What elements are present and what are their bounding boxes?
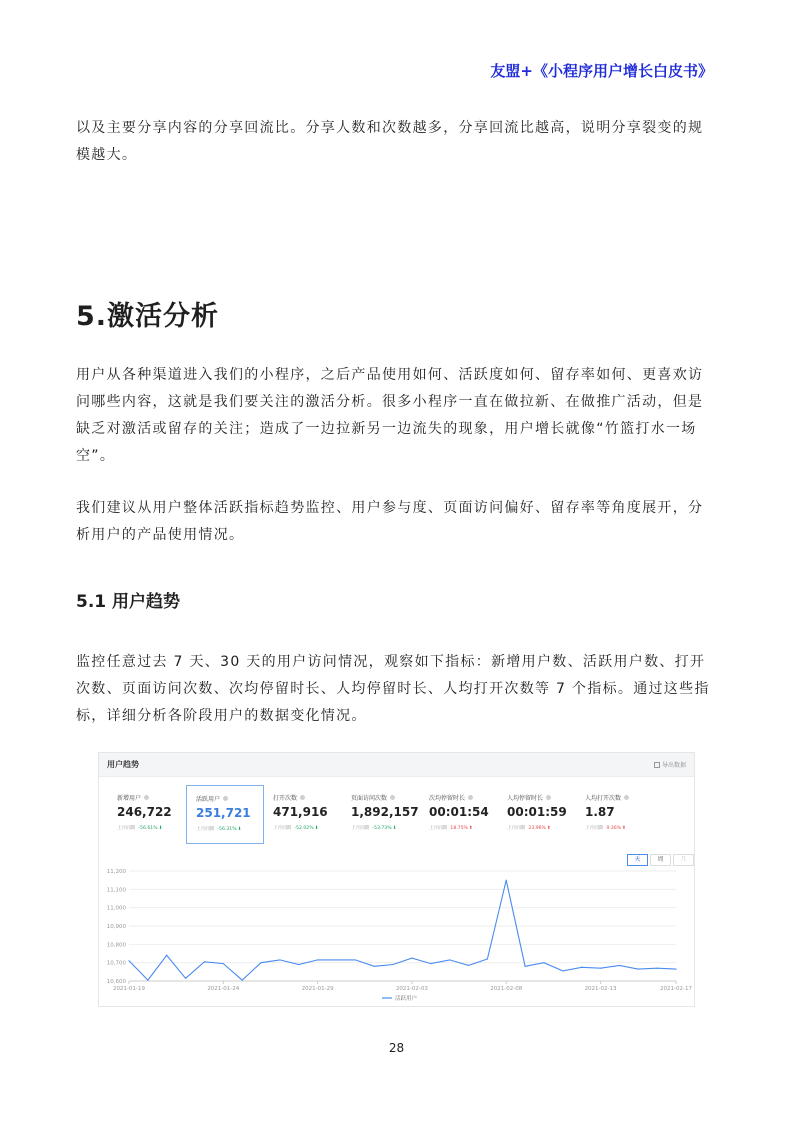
data-point xyxy=(392,964,393,965)
metric-change: -53.73% xyxy=(372,826,392,831)
data-point xyxy=(581,967,582,968)
toggle-day[interactable]: 天 xyxy=(627,854,648,866)
data-point xyxy=(430,963,431,964)
x-tick-label: 2021-02-08 xyxy=(490,986,523,992)
section-5-paragraph-2: 我们建议从用户整体活跃指标趋势监控、用户参与度、页面访问偏好、留存率等角度展开，分析用户的产品使用情况。 xyxy=(76,500,704,543)
metric-change: 18.75% xyxy=(450,826,468,831)
export-data-label: 导出数据 xyxy=(661,762,686,769)
document-header-title: 友盟+《小程序用户增长白皮书》 xyxy=(490,62,713,80)
arrow-up-icon: ⬆ xyxy=(546,826,551,831)
x-tick-label: 2021-01-29 xyxy=(301,986,334,992)
metric-value: 00:01:54 xyxy=(429,805,489,819)
y-tick-label: 10,900 xyxy=(106,924,126,930)
data-point xyxy=(128,960,129,961)
legend-label: 活跃用户 xyxy=(395,996,418,1002)
metric-change: 23.96% xyxy=(528,826,546,831)
metric-change: -56.61% xyxy=(138,826,158,831)
metric-label-text: 新增用户 xyxy=(117,795,142,802)
y-tick-label: 10,800 xyxy=(106,942,126,949)
data-point xyxy=(223,963,224,964)
data-point xyxy=(638,968,639,969)
arrow-down-icon: ⬇ xyxy=(314,826,319,831)
x-tick-label: 2021-01-24 xyxy=(207,986,240,992)
data-point xyxy=(449,959,450,960)
metric-value: 1,892,157 xyxy=(351,805,419,819)
data-point xyxy=(543,962,544,963)
arrow-down-icon: ⬇ xyxy=(392,826,397,831)
data-point xyxy=(317,959,318,960)
x-tick-label: 2021-02-17 xyxy=(660,986,692,992)
data-point xyxy=(336,959,337,960)
metric-compare-label: 上月同期 xyxy=(429,826,448,831)
intro-paragraph: 以及主要分享内容的分享回流比。分享人数和次数越多，分享回流比越高，说明分享裂变的规模越大。 xyxy=(76,120,704,163)
data-point xyxy=(411,957,412,958)
metric-compare-label: 上月同期 xyxy=(351,826,370,831)
section-5-1-paragraph: 监控任意过去 7 天、30 天的用户访问情况，观察如下指标：新增用户数、活跃用户数、打开次数、页面访问次数、次均停留时长、人均停留时长、人均打开次数等 7 个指标。通过这些指标，详细分析各阶段用户的数据变化情况。 xyxy=(76,654,710,724)
section-5-heading: 5.激活分析 xyxy=(76,301,220,332)
data-point xyxy=(298,964,299,965)
y-tick-label: 11,000 xyxy=(106,905,126,912)
arrow-up-icon: ⬆ xyxy=(468,826,473,831)
page-number: 28 xyxy=(388,1041,405,1055)
active-users-line-chart xyxy=(99,753,696,1008)
metric-value: 471,916 xyxy=(273,805,328,819)
metric-compare-label: 上月同期 xyxy=(585,826,604,831)
data-point xyxy=(506,880,507,881)
metric-value: 251,721 xyxy=(196,806,251,820)
toggle-month[interactable]: 月 xyxy=(673,854,694,866)
data-point xyxy=(487,958,488,959)
data-point xyxy=(185,978,186,979)
y-tick-label: 10,600 xyxy=(106,979,126,985)
data-point xyxy=(279,959,280,960)
metric-label-text: 人均停留时长 xyxy=(507,795,544,802)
toggle-week[interactable]: 周 xyxy=(650,854,671,866)
metric-change: -52.02% xyxy=(294,826,314,831)
x-tick-label: 2021-01-19 xyxy=(113,986,145,992)
data-point xyxy=(468,965,469,966)
data-point xyxy=(675,968,676,969)
arrow-down-icon: ⬇ xyxy=(158,826,163,831)
section-5-paragraph-1: 用户从各种渠道进入我们的小程序，之后产品使用如何、活跃度如何、留存率如何、更喜欢访问哪些内容，这就是我们要关注的激活分析。很多小程序一直在做拉新、在做推广活动，但是缺乏对激活或留存的关注；造成了一边拉新另一边流失的现象，用户增长就像“竹篮打水一场空”。 xyxy=(76,367,704,464)
metric-change: 9.36% xyxy=(606,826,621,831)
metric-value: 00:01:59 xyxy=(507,805,567,819)
data-point xyxy=(619,965,620,966)
metric-compare-label: 上月同期 xyxy=(117,826,136,831)
data-point xyxy=(657,968,658,969)
dashboard-title: 用户趋势 xyxy=(107,760,139,769)
y-tick-label: 11,200 xyxy=(106,869,126,875)
section-5-1-heading: 5.1 用户趋势 xyxy=(76,592,181,612)
data-point xyxy=(600,968,601,969)
data-point xyxy=(562,970,563,971)
metric-value: 246,722 xyxy=(117,805,172,819)
y-tick-label: 10,700 xyxy=(106,960,126,967)
series-line xyxy=(129,880,676,980)
data-point xyxy=(260,962,261,963)
data-point xyxy=(525,966,526,967)
data-point xyxy=(147,979,148,980)
metric-value: 1.87 xyxy=(585,805,615,819)
x-tick-label: 2021-02-13 xyxy=(584,986,617,992)
y-tick-label: 11,100 xyxy=(106,887,126,894)
metric-compare-label: 上月同期 xyxy=(196,827,215,832)
metric-compare-label: 上月同期 xyxy=(507,826,526,831)
user-trend-dashboard-screenshot xyxy=(98,752,695,1007)
metric-label-text: 打开次数 xyxy=(273,795,298,802)
arrow-up-icon: ⬆ xyxy=(621,826,626,831)
data-point xyxy=(166,955,167,956)
data-point xyxy=(374,966,375,967)
data-point xyxy=(355,959,356,960)
data-point xyxy=(242,979,243,980)
metric-change: -56.31% xyxy=(217,827,237,832)
arrow-down-icon: ⬇ xyxy=(237,827,242,832)
x-tick-label: 2021-02-03 xyxy=(395,986,428,992)
metric-compare-label: 上月同期 xyxy=(273,826,292,831)
metric-label-text: 次均停留时长 xyxy=(429,795,466,802)
metric-label-text: 活跃用户 xyxy=(196,796,221,803)
metric-label-text: 页面访问次数 xyxy=(351,795,388,802)
metric-label-text: 人均打开次数 xyxy=(585,795,622,802)
data-point xyxy=(204,961,205,962)
